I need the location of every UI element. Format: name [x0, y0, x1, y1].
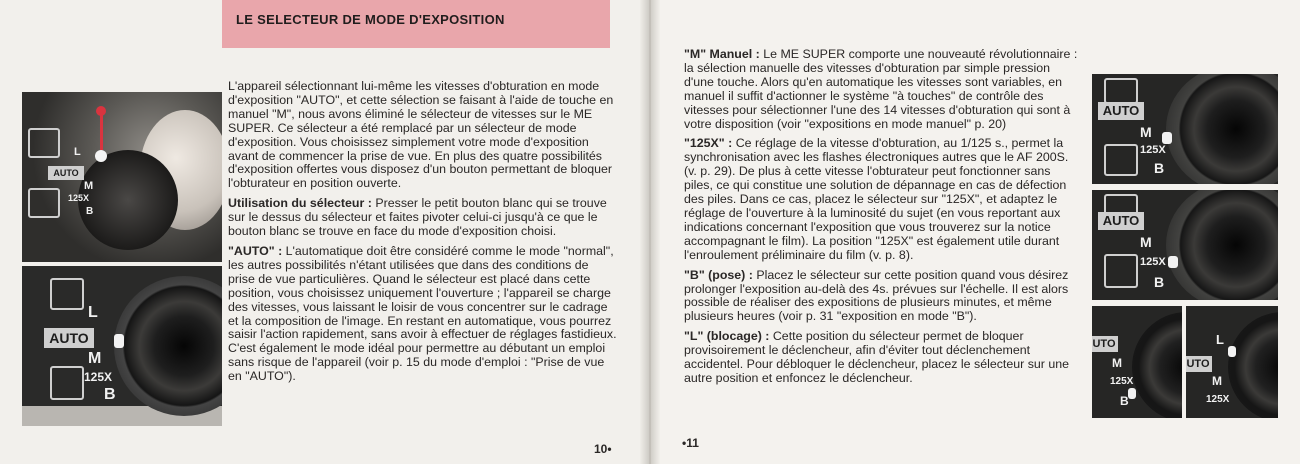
auto-label-6: UTO: [1186, 356, 1212, 372]
dial-l-photo: [1186, 306, 1278, 418]
dial-b-photo: [1092, 306, 1182, 418]
m-label-3: M: [1140, 124, 1152, 140]
page-number-left: 10•: [594, 442, 612, 456]
b-label-4: B: [1154, 274, 1165, 290]
left-body-text: [228, 80, 618, 390]
l-text: Cette position du sélecteur permet de bloquer provisoirement le déclencheur, afin d'éviter tout déclenchement accidentel. Pour débloquer le déclencheur, placez le sélecteur sur une autre position et enfoncez le déclencheur.: [684, 329, 1070, 385]
dial-m-photo: [1092, 74, 1278, 184]
l-label-2: L: [88, 304, 98, 321]
auto-label-5: UTO: [1092, 336, 1118, 352]
usage-heading: Utilisation du sélecteur :: [228, 196, 372, 211]
page-number-right: •11: [682, 436, 699, 450]
selector-top-photo: [22, 92, 222, 262]
auto-heading: "AUTO" :: [228, 243, 283, 258]
b-label: B: [86, 206, 94, 217]
x125-label-6: 125X: [1206, 394, 1230, 405]
x125-label-2: 125X: [84, 370, 113, 384]
book-gutter: [640, 0, 660, 464]
m-label-2: M: [88, 350, 102, 367]
x125-paragraph: [684, 137, 1078, 262]
x125-label-3: 125X: [1140, 144, 1166, 156]
dial-125x-photo: [1092, 190, 1278, 300]
left-page: [0, 0, 648, 464]
m-label-6: M: [1212, 374, 1222, 388]
b-label-5: B: [1120, 394, 1129, 408]
auto-label-4: AUTO: [1098, 212, 1144, 230]
auto-paragraph: [228, 245, 618, 384]
usage-paragraph: [228, 197, 618, 239]
m-label: M: [84, 180, 94, 192]
l-label-6: L: [1216, 332, 1224, 347]
m-heading: "M" Manuel :: [684, 47, 760, 61]
b-label-2: B: [104, 386, 116, 403]
right-body-text: [684, 48, 1078, 392]
b-paragraph: [684, 269, 1078, 325]
page-title: LE SELECTEUR DE MODE D'EXPOSITION: [236, 12, 505, 27]
auto-label: AUTO: [48, 166, 84, 180]
l-paragraph: [684, 330, 1078, 386]
b-text: Placez le sélecteur sur cette position quand vous désirez prolonger l'exposition au-delà des 4s. prévues sur l'échelle. Il est alors possible de réaliser des expositions de plusieurs minutes, et même plusieurs heures (voir p. 31 "exposition en mode "B").: [684, 267, 1069, 324]
right-page: [652, 0, 1300, 464]
x125-label-4: 125X: [1140, 256, 1166, 268]
l-label: L: [74, 146, 81, 158]
m-paragraph: [684, 48, 1078, 131]
x125-text: Ce réglage de la vitesse d'obturation, au 1/125 s., permet la synchronisation avec les flashes électroniques autres que le AF 200S. (v. p. 29). De plus à cette vitesse l'obturateur peut fonctionner sans piles, ce qui constitue une solution de dépannage en cas de défection des piles. Dans ce cas, placez le sélecteur sur "125X", et adaptez le réglage de l'ouverture à la luminosité du sujet (en vous reportant aux indications concernant l'exposition que vous trouverez sur la notice accompagnant le film). La position "125X" est également utile durant l'enroulement préliminaire du film (v. p. 8).: [684, 136, 1069, 262]
intro-paragraph: L'appareil sélectionnant lui-même les vitesses d'obturation en mode d'exposition "AUTO", et cette sélection se faisant à l'aide de touche en manuel "M", nous avons éliminé le sélecteur de vitesses sur le ME SUPER. Ce sélecteur a été remplacé par un sélecteur de mode d'exposition. Vous choisissez simplement votre mode d'exposition avant de commencer la prise de vue. En plus des quatre possibilités d'exposition offertes vous disposez d'un bouton permettant de bloquer l'obturateur en position ouverte.: [228, 79, 614, 191]
b-heading: "B" (pose) :: [684, 267, 753, 282]
title-band: [222, 0, 610, 48]
b-label-3: B: [1154, 160, 1165, 176]
l-heading: "L" (blocage) :: [684, 329, 770, 344]
usage-text: Presser le petit bouton blanc qui se trouve sur le dessus du sélecteur et faites pivoter celui-ci jusqu'à ce que le bouton blanc se trouve en face du mode d'exposition choisi.: [228, 196, 607, 239]
auto-text: L'automatique doit être considéré comme le mode "normal", les autres possibilités n'étant utilisées que dans des conditions de prise de vue particulières. Quand le sélecteur est placé dans cette position, vous choisissez uniquement l'ouverture ; l'appareil se charge des vitesses, vous laissant le loisir de vous concentrer sur le cadrage et la composition de l'image. En restant en automatique, vous pourrez saisir l'action rapidement, sans avoir à effectuer de réglages fastidieux. C'est également le mode idéal pour permettre au débutant un emploi sans risque de l'appareil (voir p. 15 du mode d'emploi : "Prise de vue en "AUTO").: [228, 243, 617, 384]
auto-label-2: AUTO: [44, 328, 94, 348]
m-text: Le ME SUPER comporte une nouveauté révolutionnaire : la sélection manuelle des vitesses d'obturation par simple pression d'une touche. Alors qu'en automatique les vitesses sont variables, en manuel il suffit d'actionner le système "à touches" de contrôle des vitesses pour sélectionner l'une des 14 vitesses d'obturation qui sont à votre disposition (voir "expositions en mode manuel" p. 20): [684, 47, 1078, 131]
x125-label: 125X: [68, 193, 90, 203]
m-label-5: M: [1112, 356, 1122, 370]
selector-dial-photo: [22, 266, 222, 426]
x125-label-5: 125X: [1110, 376, 1134, 387]
m-label-4: M: [1140, 234, 1152, 250]
x125-heading: "125X" :: [684, 136, 733, 151]
auto-label-3: AUTO: [1098, 102, 1144, 120]
